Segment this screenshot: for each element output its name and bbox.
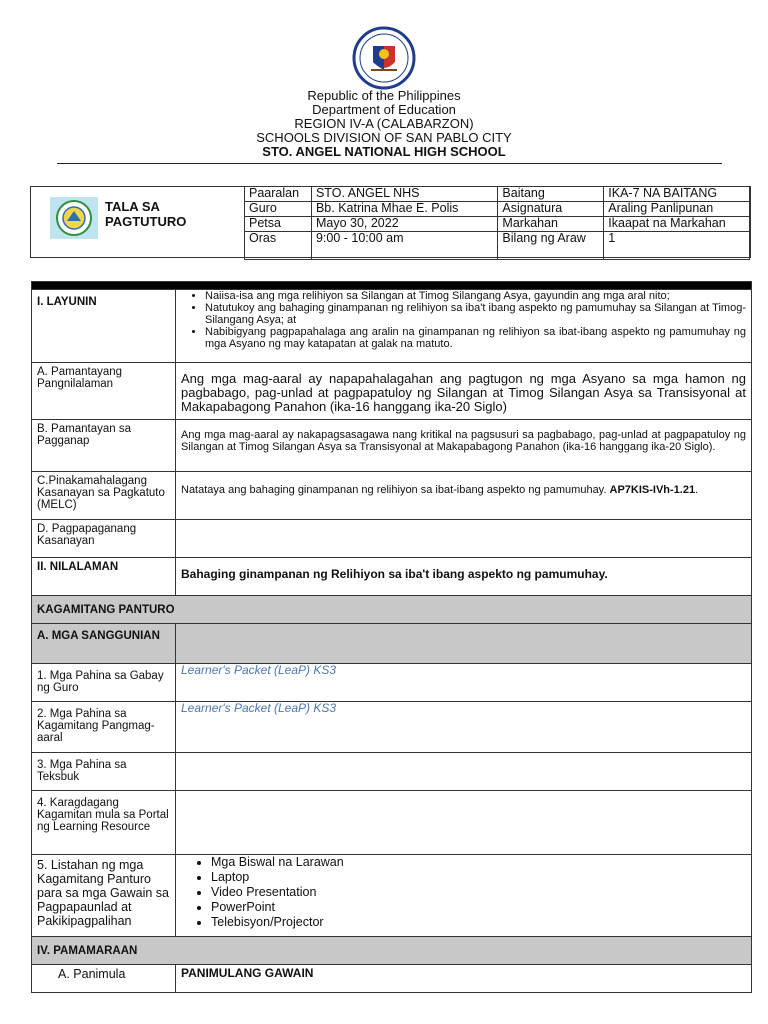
- row-layunin: [32, 290, 752, 363]
- gabay-reference-link[interactable]: Learner's Packet (LeaP) KS3: [181, 663, 337, 677]
- header-line-1: Republic of the Philippines: [307, 88, 461, 103]
- kagamitang-pangmag-label: 2. Mga Pahina sa Kagamitang Pangmag-aaral: [32, 702, 176, 753]
- header-divider: [57, 163, 722, 164]
- info-value: Mayo 30, 2022: [311, 217, 497, 232]
- row-pamantayang-pangnilalaman: [32, 363, 752, 420]
- row-gabay: [32, 664, 752, 702]
- pamantayan-pagganap-text: Ang mga mag-aaral ay nakapagsasagawa nang kritikal na pagsusuri sa pagbabago, pag-unlad at pagpapatuloy ng Silangan at Timog Silangan Asya sa Transisyonal at Makapabagong Panahon (ika-16 hanggang ika-20 Siglo).: [176, 420, 752, 472]
- info-value: 9:00 - 10:00 am: [311, 232, 497, 260]
- info-key: Paaralan: [245, 187, 312, 202]
- material-item: • PowerPoint: [211, 900, 746, 915]
- info-row: [245, 217, 750, 232]
- objective-list: [181, 290, 746, 350]
- table-header-bar: [32, 282, 752, 290]
- school-logo: [50, 197, 98, 239]
- objective-item: • Naiisa-isa ang mga relihiyon sa Silangan at Timog Silangang Asya, gayundin ang mga aral nito;: [205, 290, 746, 302]
- info-key: Petsa: [245, 217, 312, 232]
- gabay-label: 1. Mga Pahina sa Gabay ng Guro: [32, 664, 176, 702]
- deped-seal: [349, 26, 419, 90]
- doc-title-line-1: TALA SA: [105, 199, 160, 214]
- row-karagdagang: [32, 791, 752, 855]
- material-item: • Video Presentation: [211, 885, 746, 900]
- listahan-label: 5. Listahan ng mga Kagamitang Panturo para sa mga Gawain sa Pagpapaunlad at Pakikipagpalihan: [32, 855, 176, 937]
- info-value: Araling Panlipunan: [604, 202, 750, 217]
- pamantayan-pagganap-label: B. Pamantayan sa Pagganap: [32, 420, 176, 472]
- row-pamamaraan: [32, 937, 752, 965]
- info-value: Ikaapat na Markahan: [604, 217, 750, 232]
- info-box: [30, 186, 751, 258]
- header-line-2: Department of Education: [312, 102, 456, 117]
- row-pagpapaganang: [32, 520, 752, 558]
- doc-title-line-2: PAGTUTURO: [105, 214, 187, 229]
- school-name: STO. ANGEL NATIONAL HIGH SCHOOL: [262, 144, 506, 159]
- row-teksbuk: [32, 753, 752, 791]
- info-value: Bb. Katrina Mhae E. Polis: [311, 202, 497, 217]
- pagpapaganang-text: [176, 520, 752, 558]
- materials-list: [181, 855, 746, 930]
- kagamitang-pangmag-content: [176, 702, 752, 753]
- sanggunian-content: [176, 624, 752, 664]
- melc-content: [176, 472, 752, 520]
- info-key: Bilang ng Araw: [498, 232, 604, 260]
- teksbuk-text: [176, 753, 752, 791]
- info-row: [245, 187, 750, 202]
- row-listahan: [32, 855, 752, 937]
- row-kagamitan: [32, 596, 752, 624]
- nilalaman-label: II. NILALAMAN: [32, 558, 176, 596]
- kagamitang-reference-link[interactable]: Learner's Packet (LeaP) KS3: [181, 701, 337, 715]
- pagpapaganang-label: D. Pagpapaganang Kasanayan: [32, 520, 176, 558]
- melc-label: C.Pinakamahalagang Kasanayan sa Pagkatuto (MELC): [32, 472, 176, 520]
- layunin-label: I. LAYUNIN: [32, 290, 176, 363]
- pamantayang-pangnilalaman-label: A. Pamantayang Pangnilalaman: [32, 363, 176, 420]
- row-sanggunian: [32, 624, 752, 664]
- material-item: • Mga Biswal na Larawan: [211, 855, 746, 870]
- row-kagamitang-pangmag: [32, 702, 752, 753]
- info-row: [245, 202, 750, 217]
- info-value: 1: [604, 232, 750, 260]
- info-row: [245, 232, 750, 260]
- gabay-content: [176, 664, 752, 702]
- objective-item: • Nabibigyang pagpapahalaga ang aralin na ginampanan ng relihiyon sa ibat-ibang aspekto ng pamumuhay ng mga Asyano ng may katapatan at galak na matuto.: [205, 326, 746, 350]
- info-table: [244, 186, 750, 260]
- listahan-content: [176, 855, 752, 937]
- row-nilalaman: [32, 558, 752, 596]
- info-key: Baitang: [498, 187, 604, 202]
- header-line-3: REGION IV-A (CALABARZON): [294, 116, 474, 131]
- material-item: • Laptop: [211, 870, 746, 885]
- panimula-text: PANIMULANG GAWAIN: [176, 965, 752, 993]
- objective-item: • Natutukoy ang bahaging ginampanan ng relihiyon sa iba't ibang aspekto ng pamumuhay sa Silangan at Timog- Silangang Asya; at: [205, 302, 746, 326]
- info-key: Oras: [245, 232, 312, 260]
- melc-period: .: [695, 484, 699, 496]
- info-key: Guro: [245, 202, 312, 217]
- info-value: STO. ANGEL NHS: [311, 187, 497, 202]
- karagdagang-text: [176, 791, 752, 855]
- teksbuk-label: 3. Mga Pahina sa Teksbuk: [32, 753, 176, 791]
- kagamitan-label: KAGAMITANG PANTURO: [32, 596, 752, 624]
- lesson-plan-table: [31, 281, 752, 993]
- row-pamantayan-pagganap: [32, 420, 752, 472]
- nilalaman-text: Bahaging ginampanan ng Relihiyon sa iba't ibang aspekto ng pamumuhay.: [176, 558, 752, 596]
- info-key: Asignatura: [498, 202, 604, 217]
- info-key: Markahan: [498, 217, 604, 232]
- pamantayang-pangnilalaman-text: Ang mga mag-aaral ay napapahalagahan ang pagtugon ng mga Asyano sa mga hamon ng pagbabago, pag-unlad at pagpapatuloy ng Silangan at Timog Silangan Asya sa Transisyonal at Makapabagong Panahon (ika-16 hanggang ika-20 Siglo): [176, 363, 752, 420]
- melc-code: AP7KIS-IVh-1.21: [609, 484, 696, 496]
- doc-title: [105, 199, 186, 229]
- pamamaraan-label: IV. PAMAMARAAN: [32, 937, 752, 965]
- header-line-4: SCHOOLS DIVISION OF SAN PABLO CITY: [256, 130, 512, 145]
- row-melc: [32, 472, 752, 520]
- sanggunian-label: A. MGA SANGGUNIAN: [32, 624, 176, 664]
- karagdagang-label: 4. Karagdagang Kagamitan mula sa Portal ng Learning Resource: [32, 791, 176, 855]
- info-value: IKA-7 NA BAITANG: [604, 187, 750, 202]
- material-item: • Telebisyon/Projector: [211, 915, 746, 930]
- panimula-label: A. Panimula: [32, 965, 176, 993]
- melc-text: Natataya ang bahaging ginampanan ng relihiyon sa ibat-ibang aspekto ng pamumuhay.: [181, 484, 607, 496]
- row-panimula: [32, 965, 752, 993]
- layunin-content: [176, 290, 752, 363]
